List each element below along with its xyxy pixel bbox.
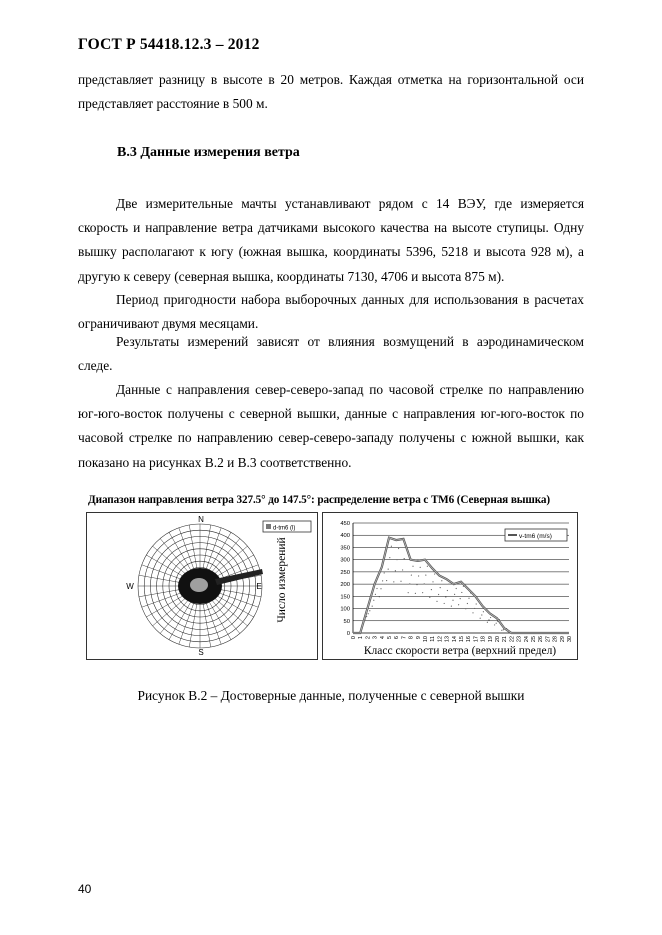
series-line-highlight bbox=[353, 538, 569, 633]
scatter-point bbox=[382, 580, 383, 581]
scatter-point bbox=[400, 581, 401, 582]
x-tick-label: 30 bbox=[567, 636, 573, 643]
scatter-point bbox=[416, 584, 417, 585]
scatter-point bbox=[373, 600, 374, 601]
scatter-point bbox=[424, 583, 425, 584]
scatter-point bbox=[386, 580, 387, 581]
x-tick-label: 11 bbox=[430, 636, 437, 642]
scatter-point bbox=[396, 559, 397, 560]
compass-east-label: E bbox=[256, 582, 262, 591]
y-tick-label: 350 bbox=[340, 545, 350, 552]
x-tick-label: 15 bbox=[459, 636, 465, 643]
figure-caption: Рисунок В.2 – Достоверные данные, полученные с северной вышки bbox=[137, 688, 525, 703]
x-tick-label: 13 bbox=[444, 636, 451, 643]
y-tick-label: 300 bbox=[340, 557, 350, 564]
scatter-point bbox=[503, 629, 504, 630]
y-tick-label: 150 bbox=[340, 594, 350, 601]
scatter-point bbox=[440, 587, 441, 588]
scatter-point bbox=[460, 598, 461, 599]
scatter-point bbox=[467, 603, 468, 604]
y-tick-label: 0 bbox=[346, 631, 350, 637]
page-number: 40 bbox=[78, 882, 92, 896]
rose-legend-swatch bbox=[266, 524, 271, 529]
chart-series bbox=[353, 538, 569, 633]
x-tick-label: 6 bbox=[394, 636, 401, 640]
scatter-point bbox=[415, 593, 416, 594]
scatter-point bbox=[448, 583, 449, 584]
x-tick-label: 28 bbox=[552, 636, 559, 643]
chart-y-axis-label: Число измерений bbox=[276, 537, 288, 623]
x-tick-label: 10 bbox=[423, 636, 429, 643]
scatter-point bbox=[436, 601, 437, 602]
x-tick-label: 4 bbox=[379, 636, 386, 640]
scatter-point bbox=[474, 608, 475, 609]
scatter-point bbox=[445, 596, 446, 597]
scatter-point bbox=[380, 588, 381, 589]
x-tick-label: 22 bbox=[509, 636, 516, 643]
x-tick-label: 29 bbox=[559, 636, 566, 643]
x-tick-label: 8 bbox=[408, 636, 415, 640]
paragraph-direction-sources: Данные с направления север-северо-запад по часовой стрелке по направлению юг-юго-восток получены с северной вышки, данные с направления юг-юго-восток по часовой стрелке по направлению север-северо-западу получены с южной вышки, как показано на рисунках В.2 и В.3 соответственно. bbox=[78, 382, 584, 470]
rose-legend-label: d-tm6 (l) bbox=[273, 525, 296, 532]
paragraph-data-period: Период пригодности набора выборочных данных для использования в расчетах ограничивают двумя месяцами. bbox=[78, 292, 584, 332]
scatter-point bbox=[372, 606, 373, 607]
scatter-point bbox=[384, 572, 385, 573]
scatter-point bbox=[376, 588, 377, 589]
scatter-point bbox=[468, 598, 469, 599]
x-tick-label: 20 bbox=[495, 636, 501, 643]
scatter-point bbox=[402, 569, 403, 570]
y-tick-label: 200 bbox=[340, 582, 350, 589]
scatter-point bbox=[420, 567, 421, 568]
wind-speed-chart-svg bbox=[323, 513, 577, 659]
scatter-point bbox=[395, 570, 396, 571]
scatter-point bbox=[444, 603, 445, 604]
scatter-point bbox=[393, 581, 394, 582]
scatter-point bbox=[375, 594, 376, 595]
scatter-point bbox=[451, 606, 452, 607]
x-tick-label: 2 bbox=[365, 636, 372, 640]
x-tick-label: 3 bbox=[372, 636, 379, 640]
x-tick-label: 27 bbox=[545, 636, 552, 643]
x-tick-label: 1 bbox=[358, 636, 365, 640]
scatter-point bbox=[461, 592, 462, 593]
scatter-point bbox=[418, 575, 419, 576]
scatter-point bbox=[480, 618, 481, 619]
scatter-point bbox=[388, 569, 389, 570]
scatter-point bbox=[487, 622, 488, 623]
scatter-point bbox=[422, 592, 423, 593]
x-tick-label: 21 bbox=[502, 636, 509, 643]
chart-x-axis-label: Класс скорости ветра (верхний предел) bbox=[363, 645, 557, 657]
x-tick-label: 0 bbox=[351, 636, 357, 640]
x-tick-label: 26 bbox=[538, 636, 545, 643]
scatter-point bbox=[412, 566, 413, 567]
compass-west-label: W bbox=[126, 582, 134, 591]
scatter-point bbox=[368, 613, 369, 614]
scatter-point bbox=[411, 574, 412, 575]
y-tick-label: 50 bbox=[343, 618, 350, 625]
scatter-point bbox=[488, 619, 489, 620]
chart-legend-label: v-tm6 (m/s) bbox=[519, 533, 552, 540]
scatter-point bbox=[483, 611, 484, 612]
scatter-point bbox=[434, 573, 435, 574]
scatter-point bbox=[441, 580, 442, 581]
x-tick-label: 16 bbox=[466, 636, 473, 643]
scatter-point bbox=[465, 608, 466, 609]
paragraph-wake-influence: Результаты измерений зависят от влияния возмущений в аэродинамическом следе. bbox=[78, 334, 584, 374]
scatter-point bbox=[379, 596, 380, 597]
chart-y-ticks bbox=[340, 521, 350, 637]
scatter-point bbox=[408, 592, 409, 593]
scatter-point bbox=[476, 603, 477, 604]
scatter-point bbox=[425, 574, 426, 575]
scatter-point bbox=[404, 558, 405, 559]
x-tick-label: 9 bbox=[415, 636, 422, 640]
y-tick-label: 450 bbox=[340, 521, 350, 527]
y-tick-label: 400 bbox=[340, 533, 350, 540]
compass-north-label: N bbox=[198, 515, 204, 524]
scatter-point bbox=[496, 623, 497, 624]
paragraph-measurement-masts: Две измерительные мачты устанавливают рядом с 14 ВЭУ, где измеряется скорость и направление ветра датчиками высокого качества на высоте ступицы. Одну вышку располагают к югу (южная вышка, координаты 5396, 5218 и высота 928 м), а другую к северу (северная вышка, координаты 7130, 4706 и высота 875 м). bbox=[78, 196, 584, 284]
scatter-point bbox=[447, 590, 448, 591]
scatter-point bbox=[501, 630, 502, 631]
scatter-point bbox=[432, 581, 433, 582]
chart-scatter-points bbox=[364, 546, 507, 631]
scatter-point bbox=[458, 604, 459, 605]
scatter-point bbox=[481, 614, 482, 615]
x-tick-label: 24 bbox=[523, 636, 530, 643]
x-tick-label: 23 bbox=[516, 636, 523, 643]
scatter-point bbox=[391, 546, 392, 547]
scatter-point bbox=[494, 624, 495, 625]
scatter-point bbox=[427, 566, 428, 567]
x-tick-label: 5 bbox=[387, 636, 393, 640]
scatter-point bbox=[431, 589, 432, 590]
scatter-point bbox=[438, 594, 439, 595]
scatter-point bbox=[369, 610, 370, 611]
scatter-point bbox=[389, 557, 390, 558]
chart-x-ticks bbox=[351, 636, 573, 642]
scatter-point bbox=[452, 600, 453, 601]
section-title: В.3 Данные измерения ветра bbox=[117, 145, 300, 160]
x-tick-label: 25 bbox=[531, 636, 537, 643]
scatter-point bbox=[409, 583, 410, 584]
x-tick-label: 12 bbox=[437, 636, 444, 643]
x-tick-label: 19 bbox=[487, 636, 494, 643]
scatter-point bbox=[456, 588, 457, 589]
y-tick-label: 250 bbox=[340, 569, 350, 576]
document-header: ГОСТ Р 54418.12.3 – 2012 bbox=[78, 36, 260, 53]
x-tick-label: 17 bbox=[473, 636, 480, 643]
paragraph-continuation: представляет разницу в высоте в 20 метров. Каждая отметка на горизонтальной оси представляет расстояние в 500 м. bbox=[78, 72, 584, 112]
compass-south-label: S bbox=[198, 648, 204, 657]
scatter-point bbox=[398, 548, 399, 549]
x-tick-label: 7 bbox=[401, 636, 408, 640]
x-tick-label: 18 bbox=[480, 636, 487, 643]
scatter-point bbox=[472, 612, 473, 613]
wind-speed-chart-panel bbox=[322, 512, 578, 660]
x-tick-label: 14 bbox=[451, 636, 458, 643]
scatter-point bbox=[490, 617, 491, 618]
figure-title: Диапазон направления ветра 327.5° до 147.5°: распределение ветра с ТМ6 (Северная вышка) bbox=[88, 494, 551, 506]
scatter-point bbox=[454, 594, 455, 595]
scatter-point bbox=[429, 597, 430, 598]
y-tick-label: 100 bbox=[340, 606, 350, 613]
